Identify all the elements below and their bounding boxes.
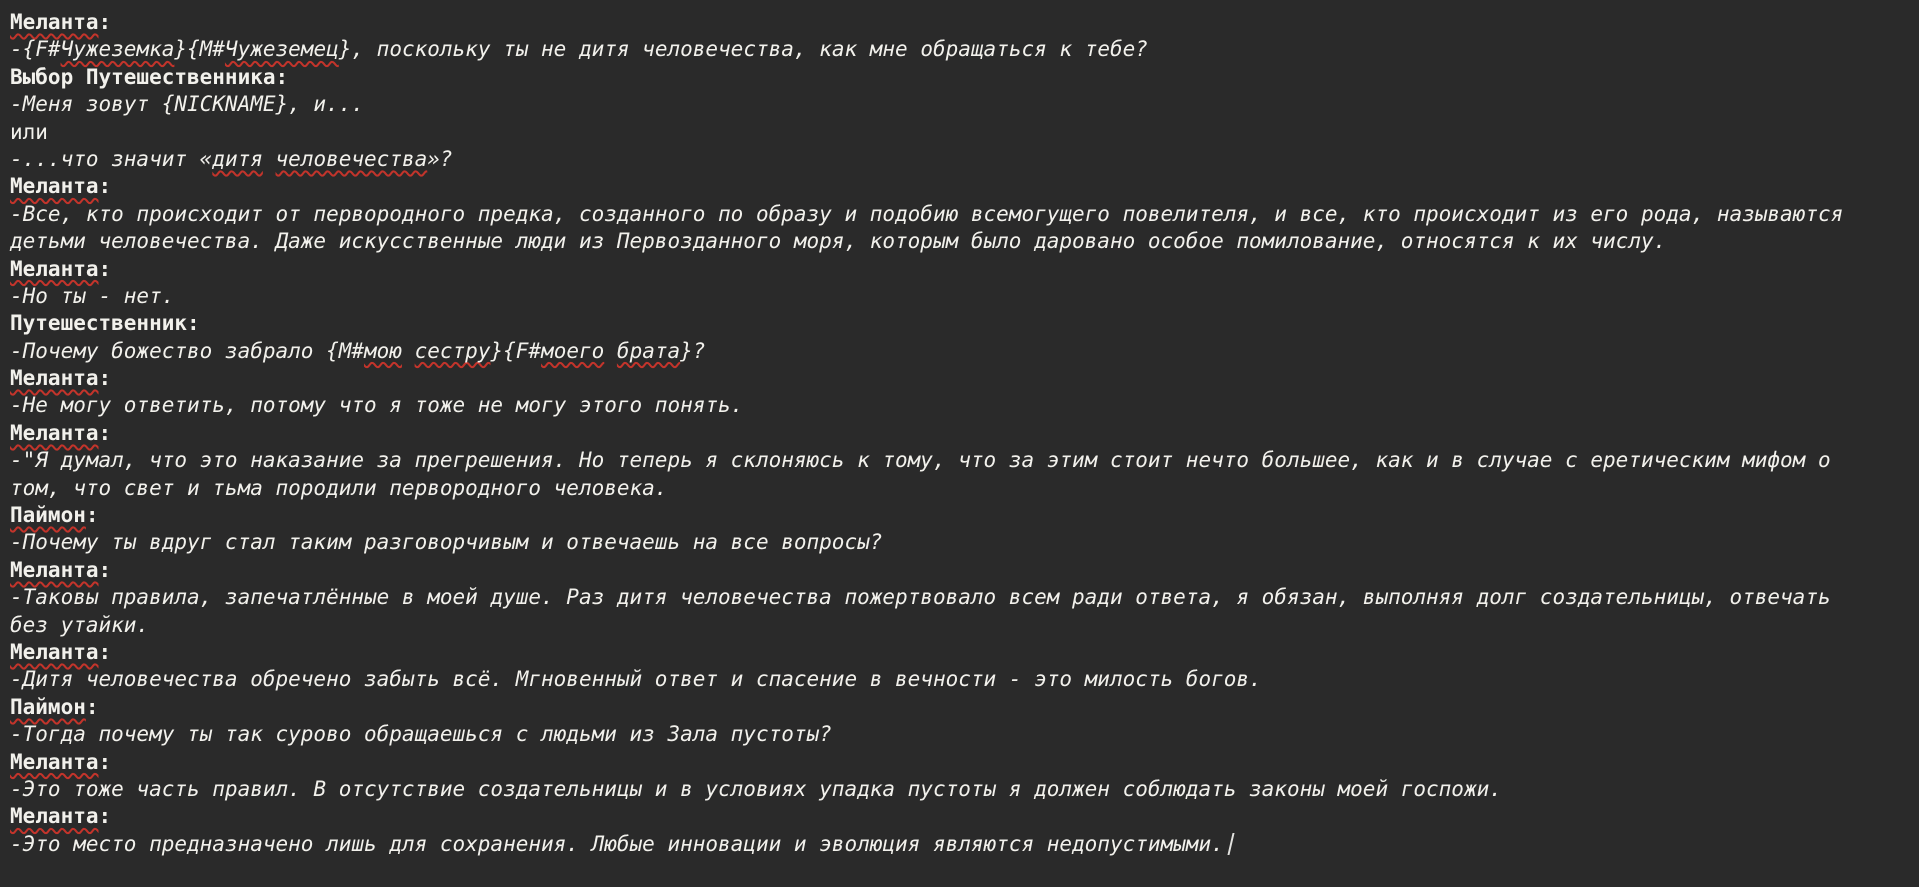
speaker-line xyxy=(10,64,1913,91)
speaker-line xyxy=(10,803,1913,830)
misspelled-word: сестру xyxy=(414,338,491,363)
dialogue-line xyxy=(10,612,1913,639)
speaker-line xyxy=(10,9,1913,36)
text-segment xyxy=(604,339,617,363)
dialogue-line xyxy=(10,392,1913,419)
misspelled-word: Чужеземка xyxy=(60,37,175,62)
text-segment: Выбор Путешественника: xyxy=(10,64,289,89)
text-segment: -Это тоже часть правил. В отсутствие создательницы и в условиях упадка пустоты я должен соблюдать законы моей госпожи. xyxy=(10,776,1502,801)
text-segment: -...что значит « xyxy=(10,146,213,171)
dialogue-line xyxy=(10,721,1913,748)
text-segment: -Тогда почему ты так сурово обращаешься с людьми из Зала пустоты? xyxy=(10,722,832,747)
text-segment: : xyxy=(98,366,112,391)
dialogue-line xyxy=(10,831,1913,858)
misspelled-word: Паймон xyxy=(10,503,86,528)
misspelled-word: Меланта xyxy=(10,10,99,34)
dialogue-line xyxy=(10,338,1913,365)
dialogue-line xyxy=(10,666,1913,693)
dialogue-line xyxy=(10,447,1913,474)
text-segment: »? xyxy=(427,146,453,171)
text-segment: : xyxy=(85,503,99,528)
misspelled-word: Паймон xyxy=(10,694,86,719)
speaker-line xyxy=(10,639,1913,666)
text-segment: -Почему ты вдруг стал таким разговорчивым и отвечаешь на все вопросы? xyxy=(10,530,883,555)
text-segment: -Почему божество забрало {M# xyxy=(10,338,365,363)
misspelled-word: Меланта xyxy=(10,256,99,281)
text-cursor xyxy=(1227,833,1234,855)
misspelled-word: брата xyxy=(616,338,681,363)
misspelled-word: Меланта xyxy=(10,174,99,199)
text-segment: }{F# xyxy=(490,338,542,363)
text-segment: -Таковы правила, запечатлённые в моей душе. Раз дитя человечества пожертвовало всем ради ответа, я обязан, выполняя долг создательницы, отвечать xyxy=(10,585,1831,610)
text-segment: : xyxy=(98,749,112,774)
text-segment: : xyxy=(98,10,112,34)
speaker-line xyxy=(10,420,1913,447)
dialogue-line xyxy=(10,584,1913,611)
text-segment: Путешественник: xyxy=(10,311,200,336)
misspelled-word: моего xyxy=(541,338,605,363)
text-segment: или xyxy=(10,119,48,144)
dialogue-line xyxy=(10,283,1913,310)
text-segment: детьми человечества. Даже искусственные люди из Первозданного моря, которым было даровано особое помилование, относятся к их числу. xyxy=(10,229,1667,254)
text-segment: : xyxy=(98,557,112,582)
text-segment: : xyxy=(98,804,112,829)
text-segment: -"Я думал, что это наказание за прегрешения. Но теперь я склоняюсь к тому, что за этим стоит нечто большее, как и в случае с еретическим мифом о xyxy=(10,448,1831,473)
speaker-line xyxy=(10,365,1913,392)
text-segment: -Дитя человечества обречено забыть всё. Мгновенный ответ и спасение в вечности - это милость богов. xyxy=(10,667,1262,692)
misspelled-word: мою xyxy=(364,338,402,363)
dialogue-line xyxy=(10,201,1913,228)
dialogue-line xyxy=(10,146,1913,173)
misspelled-word: Меланта xyxy=(10,557,99,582)
misspelled-word: Чужеземец xyxy=(224,37,339,62)
misspelled-word: Меланта xyxy=(10,804,99,829)
speaker-line xyxy=(10,749,1913,776)
dialogue-line xyxy=(10,36,1913,63)
text-segment: : xyxy=(98,174,112,199)
misspelled-word: человечества xyxy=(275,146,428,171)
speaker-line xyxy=(10,694,1913,721)
misspelled-word: Меланта xyxy=(10,749,99,774)
speaker-line xyxy=(10,502,1913,529)
misspelled-word: Меланта xyxy=(10,639,99,664)
misspelled-word: Меланта xyxy=(10,420,99,445)
speaker-line xyxy=(10,310,1913,337)
speaker-line xyxy=(10,173,1913,200)
text-segment xyxy=(263,147,276,171)
choice-separator-line xyxy=(10,119,1913,146)
speaker-line xyxy=(10,557,1913,584)
text-segment: -Это место предназначено лишь для сохранения. Любые инновации и эволюция являются недопустимыми. xyxy=(10,831,1224,856)
misspelled-word: дитя xyxy=(212,146,263,171)
text-segment: : xyxy=(98,256,112,281)
text-segment xyxy=(402,339,415,363)
dialogue-line xyxy=(10,776,1913,803)
text-segment: }? xyxy=(680,338,706,363)
speaker-line xyxy=(10,256,1913,283)
text-segment: }{M# xyxy=(174,37,225,62)
text-segment: -Все, кто происходит от первородного предка, созданного по образу и подобию всемогущего повелителя, и все, кто происходит из его рода, называются xyxy=(10,201,1844,226)
dialogue-line xyxy=(10,228,1913,255)
text-segment: }, поскольку ты не дитя человечества, как мне обращаться к тебе? xyxy=(338,37,1148,62)
text-segment: том, что свет и тьма породили первородного человека. xyxy=(10,475,668,500)
text-segment: -Но ты - нет. xyxy=(10,283,175,308)
dialogue-line xyxy=(10,529,1913,556)
dialogue-line xyxy=(10,91,1913,118)
text-segment: -Меня зовут {NICKNAME}, и... xyxy=(10,92,365,117)
text-segment: -{F# xyxy=(10,37,61,62)
text-segment: без утайки. xyxy=(10,612,150,637)
text-segment: : xyxy=(98,639,112,664)
misspelled-word: Меланта xyxy=(10,366,99,391)
text-segment: -Не могу ответить, потому что я тоже не могу этого понять. xyxy=(10,393,744,418)
text-segment: : xyxy=(98,420,112,445)
dialogue-line xyxy=(10,475,1913,502)
text-segment: : xyxy=(85,694,99,719)
